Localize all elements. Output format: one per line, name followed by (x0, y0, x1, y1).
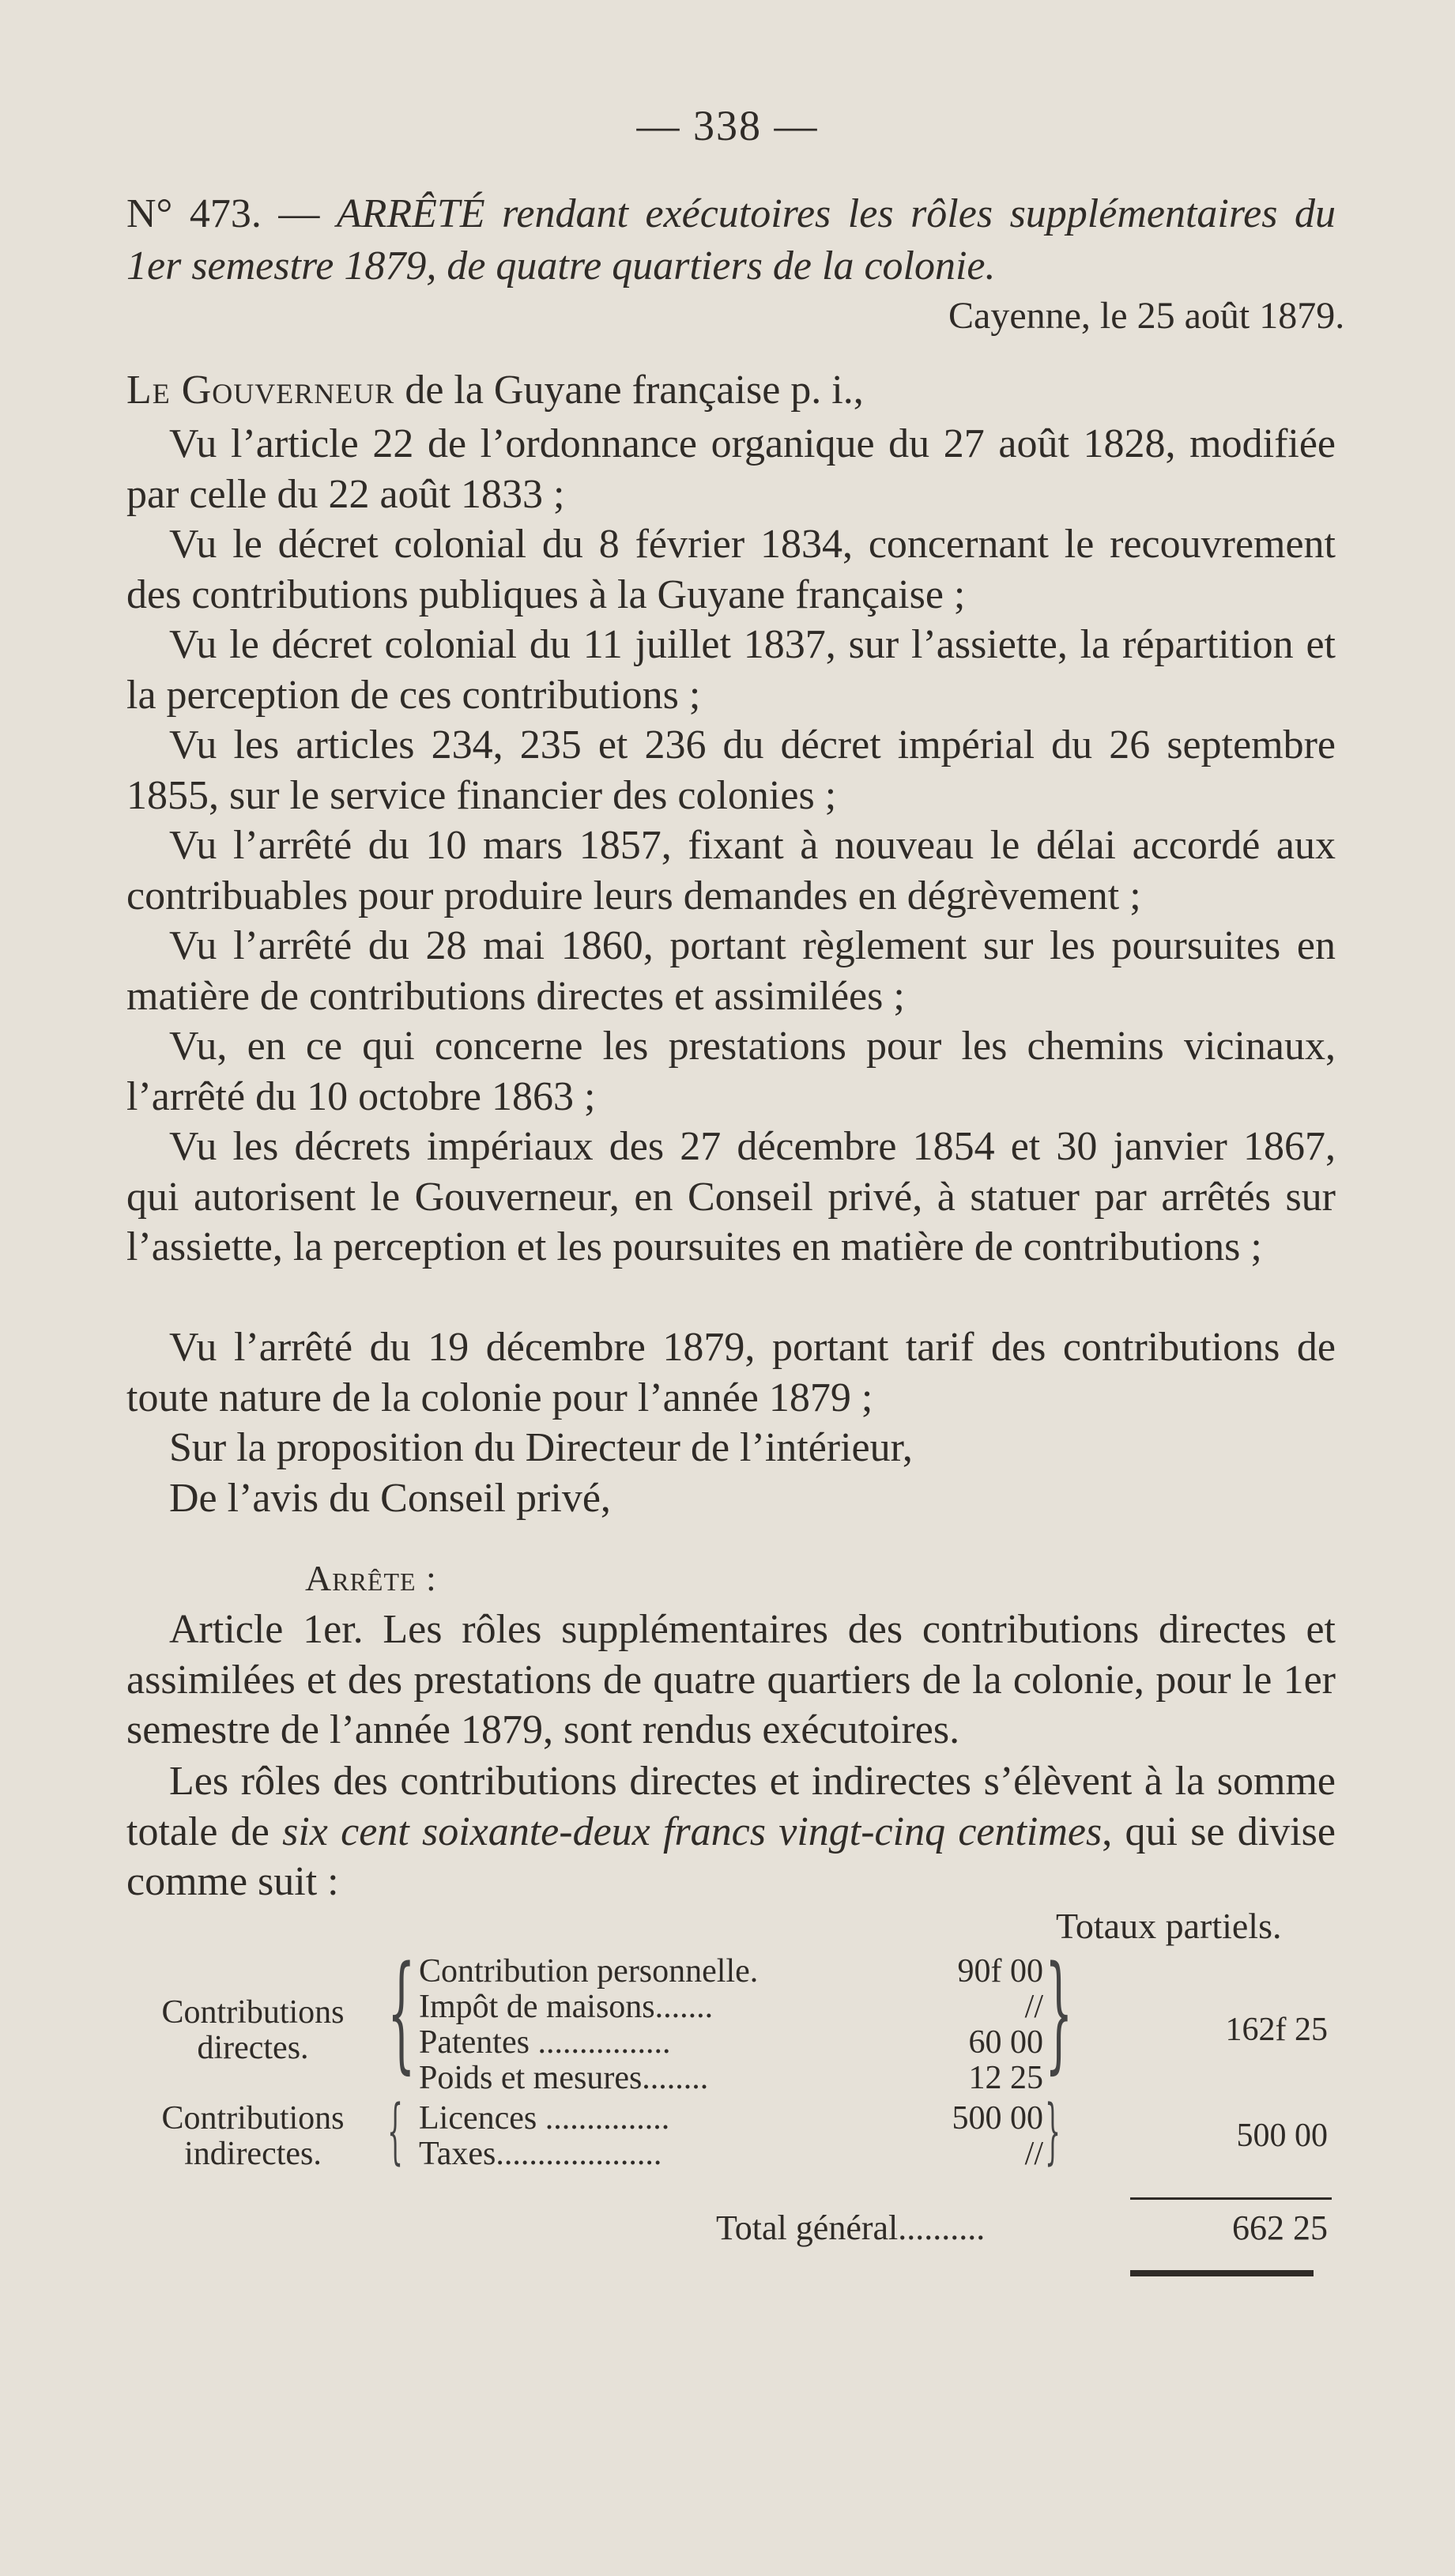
item-amount: 12 25 (968, 2060, 1043, 2096)
item-amount: 60 00 (968, 2024, 1043, 2061)
group-label-indirectes (130, 2101, 376, 2172)
item-amount: 500 00 (952, 2100, 1043, 2137)
sum-after: , qui se divise comme suit : (126, 1808, 1336, 1904)
intro-smallcaps: Le Gouverneur (126, 368, 395, 413)
intro-line (126, 365, 1336, 416)
recital-6: Vu l’arrêté du 28 mai 1860, portant règlement sur les poursuites en matière de contributions directes et assimilées ; (126, 923, 1336, 1019)
left-brace: { (387, 2090, 404, 2173)
group-label-line: Contributions (161, 1994, 345, 2031)
double-rule (1130, 2270, 1314, 2276)
subtotal-directes: 162f 25 (1225, 2012, 1328, 2048)
group-amounts-directes (877, 1954, 1043, 2096)
item-amount: // (1024, 2136, 1043, 2172)
recital-4: Vu les articles 234, 235 et 236 du décret impérial du 26 septembre 1855, sur le service financier des colonies ; (126, 722, 1336, 818)
sum-in-words: six cent soixante-deux francs vingt-cinq centimes (282, 1808, 1103, 1854)
left-brace: { (387, 1938, 416, 2086)
sum-rule (1130, 2197, 1332, 2200)
conseil-line: De l’avis du Conseil privé, (169, 1476, 611, 1521)
group-items-indirectes (419, 2101, 669, 2172)
intro-rest: de la Guyane française p. i., (394, 368, 864, 413)
group-label-line: Contributions (161, 2100, 345, 2137)
item-label: Impôt de maisons....... (419, 1989, 714, 2025)
item-label: Contribution personnelle. (419, 1953, 759, 1990)
proposition-line: Sur la proposition du Directeur de l’intérieur, (169, 1425, 913, 1470)
sum-paragraph (126, 1756, 1336, 1907)
dateline: Cayenne, le 25 août 1879. (948, 295, 1345, 337)
decree-number: N° 473. — (126, 191, 320, 236)
recital-1: Vu l’article 22 de l’ordonnance organique du 27 août 1828, modifiée par celle du 22 août 1833 ; (126, 421, 1336, 517)
subtotal-indirectes: 500 00 (1236, 2118, 1328, 2154)
item-amount: // (1024, 1989, 1043, 2025)
article-1: Article 1er. Les rôles supplémentaires des contributions directes et assimilées et des prestations de quatre quartiers de la colonie, pour le 1er semestre de l’année 1879, sont rendus exécutoires. (126, 1607, 1336, 1752)
item-label: Poids et mesures........ (419, 2060, 709, 2096)
total-amount: 662 25 (1232, 2208, 1328, 2247)
group-amounts-indirectes (877, 2101, 1043, 2172)
decree-title: ARRÊTÉ rendant exécutoires les rôles supplémentaires du 1er semestre 1879, de quatre quartiers de la colonie. (126, 191, 1336, 289)
recital-8: Vu les décrets impériaux des 27 décembre 1854 et 30 janvier 1867, qui autorisent le Gouverneur, en Conseil privé, à statuer par arrêtés sur l’assiette, la perception et les poursuites en matière de contributions ; (126, 1124, 1336, 1269)
item-label: Licences ............... (419, 2100, 670, 2137)
total-label: Total général.......... (716, 2208, 986, 2247)
right-brace: } (1045, 1938, 1073, 2086)
page-number: — 338 — (636, 102, 819, 149)
item-label: Patentes ................ (419, 2024, 671, 2061)
group-label-line: indirectes. (184, 2136, 322, 2172)
recital-5: Vu l’arrêté du 10 mars 1857, fixant à nouveau le délai accordé aux contribuables pour produire leurs demandes en dégrèvement ; (126, 823, 1336, 918)
sum-before: Les rôles des contributions directes et indirectes s’élèvent à la somme totale de (126, 1759, 1336, 1854)
recital-2: Vu le décret colonial du 8 février 1834, concernant le recouvrement des contributions publiques à la Guyane française ; (126, 522, 1336, 617)
group-items-directes (419, 1954, 758, 2096)
recital-7: Vu, en ce qui concerne les prestations pour les chemins vicinaux, l’arrêté du 10 octobre 1863 ; (126, 1024, 1336, 1119)
right-brace: } (1045, 2090, 1061, 2173)
totals-header: Totaux partiels. (1056, 1906, 1282, 1946)
group-label-directes (130, 1995, 376, 2066)
recital-9: Vu l’arrêté du 19 décembre 1879, portant tarif des contributions de toute nature de la colonie pour l’année 1879 ; (126, 1325, 1336, 1420)
decree-heading (126, 188, 1336, 292)
item-amount: 90f 00 (957, 1953, 1043, 1990)
arrete-word: Arrête : (305, 1558, 437, 1598)
recital-3: Vu le décret colonial du 11 juillet 1837, sur l’assiette, la répartition et la perception de ces contributions ; (126, 622, 1336, 718)
group-label-line: directes. (197, 2030, 309, 2066)
item-label: Taxes.................... (419, 2136, 662, 2172)
